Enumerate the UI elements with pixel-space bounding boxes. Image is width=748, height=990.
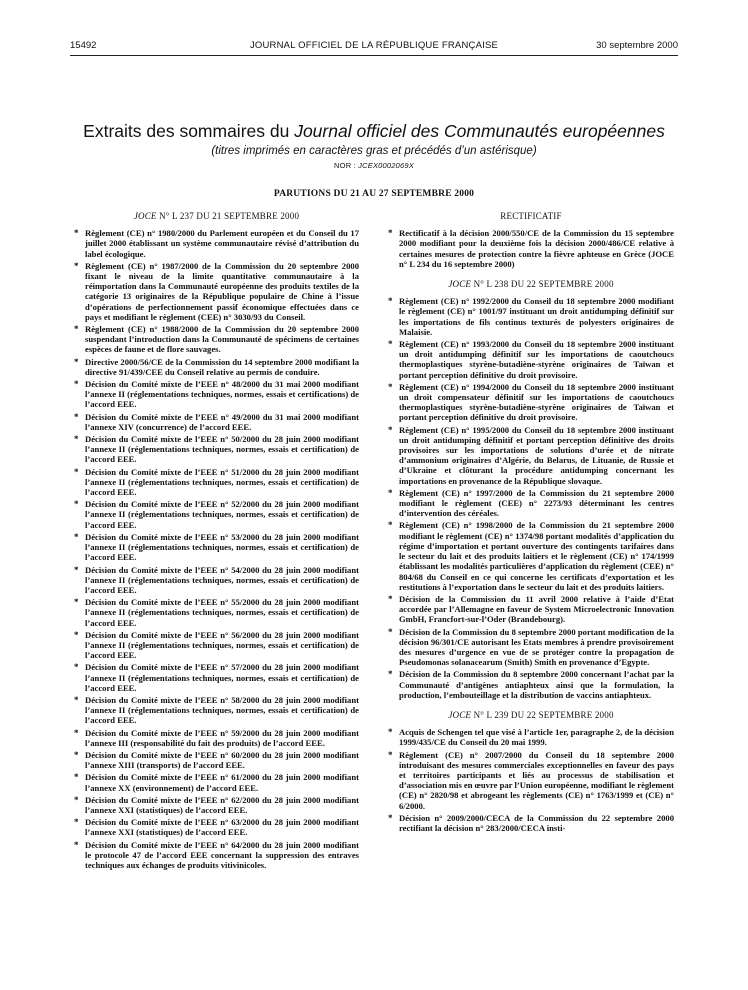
- asterisk-icon: *: [74, 379, 79, 390]
- entry-text: Règlement (CE) n° 1987/2000 de la Commission du 20 septembre 2000 fixant le niveau de la limite quantitative communautaire à la réimportation dans la Communauté européenne des produits textiles de la catégorie 13 originaires de la République populaire de Chine à l’issue d’opérations de perfectionnement passif économique effectuées dans ce pays et modifiant le règlement (CEE) n° 3030/93 du Conseil.: [85, 260, 359, 322]
- asterisk-icon: *: [388, 487, 393, 498]
- entry-text: Décision du Comité mixte de l’EEE n° 55/2000 du 28 juin 2000 modifiant l’annexe II (réglementations techniques, normes, essais et certification) de l’accord EEE.: [85, 597, 359, 628]
- summary-entry: [388, 813, 674, 833]
- asterisk-icon: *: [74, 694, 79, 705]
- nor-label: NOR :: [334, 161, 359, 170]
- summary-entry: [74, 532, 359, 563]
- entry-text: Décision du Comité mixte de l’EEE n° 52/2000 du 28 juin 2000 modifiant l’annexe II (réglementations techniques, normes, essais et certification) de l’accord EEE.: [85, 499, 359, 530]
- summary-entry: [74, 357, 359, 377]
- asterisk-icon: *: [388, 296, 393, 307]
- summary-entry: [388, 228, 674, 269]
- entry-text: Décision n° 2009/2000/CECA de la Commission du 22 septembre 2000 rectifiant la décision n° 283/2000/CECA insti-: [399, 812, 674, 833]
- section-heading: [74, 211, 359, 221]
- title-journal: Journal officiel des Communautés européennes: [294, 121, 665, 141]
- entry-text: Règlement (CE) n° 1993/2000 du Conseil du 18 septembre 2000 instituant un droit antidumping définitif sur les importations de caoutchoucs thermoplastiques styrène-butadiène-styrène originaires de Taïwan et portant perception définitive du droit provisoire.: [399, 339, 674, 380]
- section-heading: [388, 279, 674, 289]
- entry-text: Règlement (CE) n° 1994/2000 du Conseil du 18 septembre 2000 instituant un droit compensateur définitif sur les importations de caoutchoucs thermoplastiques styrène-butadiène-styrène originaires de Taïwan et portant perception définitive du droit provisoire.: [399, 381, 674, 423]
- section-heading-text: RECTIFICATIF: [500, 211, 562, 221]
- left-column: [74, 211, 359, 872]
- asterisk-icon: *: [388, 812, 393, 823]
- asterisk-icon: *: [388, 593, 393, 604]
- section-heading: [388, 211, 674, 221]
- summary-entry: [74, 750, 359, 770]
- summary-entry: [388, 520, 674, 591]
- asterisk-icon: *: [388, 520, 393, 531]
- entry-text: Règlement (CE) n° 1980/2000 du Parlement européen et du Conseil du 17 juillet 2000 établissant un système communautaire révisé d’attribution du label écologique.: [85, 228, 359, 259]
- asterisk-icon: *: [388, 669, 393, 680]
- asterisk-icon: *: [388, 727, 393, 738]
- summary-entry: [74, 565, 359, 596]
- summary-entry: [74, 772, 359, 792]
- asterisk-icon: *: [74, 531, 79, 542]
- asterisk-icon: *: [388, 749, 393, 760]
- entry-text: Règlement (CE) n° 1992/2000 du Conseil du 18 septembre 2000 modifiant le règlement (CE) n° 1001/97 instituant un droit antidumping définitif sur les importations de fils continus texturés de polyesters originaires de Malaisie.: [399, 296, 674, 337]
- entry-text: Décision de la Commission du 11 avril 2000 relative à l’aide d’Etat accordée par l’Allemagne en faveur de System Microelectronic Innovation GmbH, Francfort-sur-l’Oder (Brandebourg).: [399, 593, 674, 625]
- asterisk-icon: *: [388, 626, 393, 637]
- asterisk-icon: *: [74, 794, 79, 805]
- asterisk-icon: *: [74, 411, 79, 422]
- asterisk-icon: *: [74, 839, 79, 850]
- entry-text: Directive 2000/56/CE de la Commission du 14 septembre 2000 modifiant la directive 91/439/CEE du Conseil relative au permis de conduire.: [85, 356, 359, 377]
- summary-entry: [388, 627, 674, 668]
- summary-entry: [388, 382, 674, 423]
- asterisk-icon: *: [74, 564, 79, 575]
- publication-period: PARUTIONS DU 21 AU 27 SEPTEMBRE 2000: [273, 189, 475, 199]
- asterisk-icon: *: [388, 228, 393, 239]
- summary-entry: [74, 728, 359, 748]
- asterisk-icon: *: [74, 260, 79, 271]
- entry-text: Décision du Comité mixte de l’EEE n° 53/2000 du 28 juin 2000 modifiant l’annexe II (réglementations techniques, normes, essais et certification) de l’accord EEE.: [85, 531, 359, 563]
- entry-text: Décision du Comité mixte de l’EEE n° 49/2000 du 31 mai 2000 modifiant l’annexe XIV (concurrence) de l’accord EEE.: [85, 411, 359, 432]
- summary-entry: [74, 662, 359, 693]
- asterisk-icon: *: [74, 324, 79, 335]
- summary-entry: [74, 324, 359, 355]
- running-header: [70, 40, 678, 54]
- issue-reference: N° L 239 DU 22 SEPTEMBRE 2000: [471, 709, 614, 720]
- nor-reference: [60, 161, 688, 170]
- issue-date: 30 septembre 2000: [596, 40, 678, 51]
- summary-entry: [388, 750, 674, 811]
- header-rule: [70, 55, 678, 56]
- entry-text: Décision du Comité mixte de l’EEE n° 62/2000 du 28 juin 2000 modifiant l’annexe XXI (statistiques) de l’accord EEE.: [85, 794, 359, 815]
- asterisk-icon: *: [74, 597, 79, 608]
- entry-text: Décision du Comité mixte de l’EEE n° 63/2000 du 28 juin 2000 modifiant l’annexe XXI (statistiques) de l’accord EEE.: [85, 817, 359, 838]
- asterisk-icon: *: [74, 817, 79, 828]
- entry-text: Règlement (CE) n° 1997/2000 de la Commission du 21 septembre 2000 modifiant le règlement (CEE) n° 2273/93 déterminant les centres d’intervention des céréales.: [399, 487, 674, 519]
- summary-entry: [74, 379, 359, 410]
- summary-entry: [388, 594, 674, 625]
- page-title: [60, 121, 688, 142]
- nor-code: JCEX0002069X: [358, 161, 414, 170]
- asterisk-icon: *: [74, 727, 79, 738]
- entry-text: Décision du Comité mixte de l’EEE n° 59/2000 du 28 juin 2000 modifiant l’annexe III (responsabilité du fait des produits) de l’accord EEE.: [85, 727, 359, 748]
- summary-entry: [74, 228, 359, 259]
- summary-entry: [74, 630, 359, 661]
- joce-label: JOCE: [448, 709, 472, 720]
- entry-text: Décision du Comité mixte de l’EEE n° 54/2000 du 28 juin 2000 modifiant l’annexe II (réglementations techniques, normes, essais et certification) de l’accord EEE.: [85, 564, 359, 595]
- asterisk-icon: *: [74, 629, 79, 640]
- summary-entry: [388, 727, 674, 747]
- section-heading: [388, 710, 674, 720]
- journal-name: JOURNAL OFFICIEL DE LA RÉPUBLIQUE FRANÇAISE: [249, 40, 499, 51]
- entry-text: Rectificatif à la décision 2000/550/CE de la Commission du 15 septembre 2000 modifiant pour la deuxième fois la décision 2000/486/CE relative à certaines mesures de protection contre la fièvre aphteuse en Grèce (JOCE n° L 234 du 16 septembre 2000): [399, 228, 674, 269]
- joce-label: JOCE: [133, 211, 157, 221]
- issue-reference: N° L 238 DU 22 SEPTEMBRE 2000: [471, 279, 614, 290]
- asterisk-icon: *: [388, 339, 393, 350]
- entry-text: Règlement (CE) n° 2007/2000 du Conseil du 18 septembre 2000 introduisant des mesures commerciales exceptionnelles en faveur des pays et territoires participants et liés au processus de stabilisation et d’association mis en œuvre par l’Union européenne, modifiant le règlement (CE) n° 2820/98 et abrogeant les règlements (CE) n° 1763/1999 et (CE) n° 6/2000.: [399, 749, 674, 811]
- entry-text: Décision du Comité mixte de l’EEE n° 56/2000 du 28 juin 2000 modifiant l’annexe II (réglementations techniques, normes, essais et certification) de l’accord EEE.: [85, 629, 359, 661]
- asterisk-icon: *: [388, 424, 393, 435]
- title-prefix: Extraits des sommaires du: [83, 121, 295, 141]
- summary-entry: [74, 261, 359, 322]
- title-block: [60, 121, 688, 170]
- summary-entry: [74, 434, 359, 465]
- summary-entry: [74, 467, 359, 498]
- joce-label: JOCE: [448, 279, 472, 290]
- entry-text: Décision du Comité mixte de l’EEE n° 51/2000 du 28 juin 2000 modifiant l’annexe II (réglementations techniques, normes, essais et certification) de l’accord EEE.: [85, 466, 359, 498]
- entry-text: Décision du Comité mixte de l’EEE n° 60/2000 du 28 juin 2000 modifiant l’annexe XIII (transports) de l’accord EEE.: [85, 749, 359, 771]
- summary-entry: [74, 412, 359, 432]
- asterisk-icon: *: [74, 662, 79, 673]
- entry-text: Décision du Comité mixte de l’EEE n° 57/2000 du 28 juin 2000 modifiant l’annexe II (réglementations techniques, normes, essais et certification) de l’accord EEE.: [85, 662, 359, 693]
- asterisk-icon: *: [74, 772, 79, 783]
- issue-reference: N° L 237 DU 21 SEPTEMBRE 2000: [156, 211, 300, 221]
- entry-text: Règlement (CE) n° 1988/2000 de la Commission du 20 septembre 2000 suspendant l’introduction dans la Communauté de spécimens de certaines espèces de faune et de flore sauvages.: [85, 324, 359, 355]
- page-number: 15492: [70, 40, 97, 51]
- right-column: [388, 211, 674, 835]
- asterisk-icon: *: [74, 356, 79, 367]
- summary-entry: [388, 669, 674, 700]
- summary-entry: [388, 425, 674, 486]
- summary-entry: [388, 296, 674, 337]
- asterisk-icon: *: [74, 228, 79, 239]
- asterisk-icon: *: [388, 381, 393, 392]
- entry-text: Décision du Comité mixte de l’EEE n° 64/2000 du 28 juin 2000 modifiant le protocole 47 de l’accord EEE concernant la suppression des entraves techniques aux échanges de produits vitivinicoles.: [85, 839, 359, 870]
- asterisk-icon: *: [74, 434, 79, 445]
- summary-entry: [388, 339, 674, 380]
- entry-text: Acquis de Schengen tel que visé à l’article 1er, paragraphe 2, de la décision 1999/435/CE du Conseil du 20 mai 1999.: [399, 727, 674, 748]
- entry-text: Décision du Comité mixte de l’EEE n° 58/2000 du 28 juin 2000 modifiant l’annexe II (réglementations techniques, normes, essais et certification) de l’accord EEE.: [85, 694, 359, 726]
- entry-text: Décision de la Commission du 8 septembre 2000 portant modification de la décision 96/301/CE autorisant les Etats membres à prendre provisoirement des mesures d’urgence en vue de se protéger contre la propagation de Pseudomonas solanacearum (Smith) Smith en provenance d’Egypte.: [399, 626, 674, 668]
- asterisk-icon: *: [74, 749, 79, 760]
- entry-text: Règlement (CE) n° 1998/2000 de la Commission du 21 septembre 2000 modifiant le règlement (CE) n° 1374/98 portant modalités d’application du régime d’importation et portant ouverture des contingents tarifaires dans le secteur du lait et des produits laitiers et le règlement (CE) n° 174/1999 établissant les modalités particulières d’application du règlement (CEE) n° 804/68 du Conseil en ce qui concerne les certificats d’exportation et les restitutions à l’exportation dans le secteur du lait et des produits laitiers.: [399, 520, 674, 592]
- summary-entry: [74, 840, 359, 871]
- entry-text: Décision du Comité mixte de l’EEE n° 61/2000 du 28 juin 2000 modifiant l’annexe XX (environnement) de l’accord EEE.: [85, 772, 359, 793]
- entry-text: Décision de la Commission du 8 septembre 2000 concernant l’achat par la Communauté d’antigènes antiaphteux ainsi que la formulation, la production, l’embouteillage et la distribution de vaccins antiaphteux.: [399, 669, 674, 700]
- summary-entry: [74, 695, 359, 726]
- summary-entry: [74, 817, 359, 837]
- summary-entry: [74, 499, 359, 530]
- summary-entry: [74, 795, 359, 815]
- entry-text: Règlement (CE) n° 1995/2000 du Conseil du 18 septembre 2000 instituant un droit antidumping définitif et portant perception définitive des droits provisoires sur les importations de solutions d’urée et de nitrate d’ammonium originaires d’Algérie, du Belarus, de Lituanie, de Russie et d’Ukraine et clôturant la procédure antidumping concernant les importations en provenance de la République slovaque.: [399, 424, 674, 486]
- asterisk-icon: *: [74, 499, 79, 510]
- entry-text: Décision du Comité mixte de l’EEE n° 48/2000 du 31 mai 2000 modifiant l’annexe II (réglementations techniques, normes, essais et certifications) de l’accord EEE.: [85, 379, 359, 410]
- summary-entry: [388, 488, 674, 519]
- page-subtitle: (titres imprimés en caractères gras et précédés d’un astérisque): [211, 145, 537, 157]
- entry-text: Décision du Comité mixte de l’EEE n° 50/2000 du 28 juin 2000 modifiant l’annexe II (réglementations techniques, normes, essais et certification) de l’accord EEE.: [85, 434, 359, 465]
- asterisk-icon: *: [74, 466, 79, 477]
- summary-entry: [74, 597, 359, 628]
